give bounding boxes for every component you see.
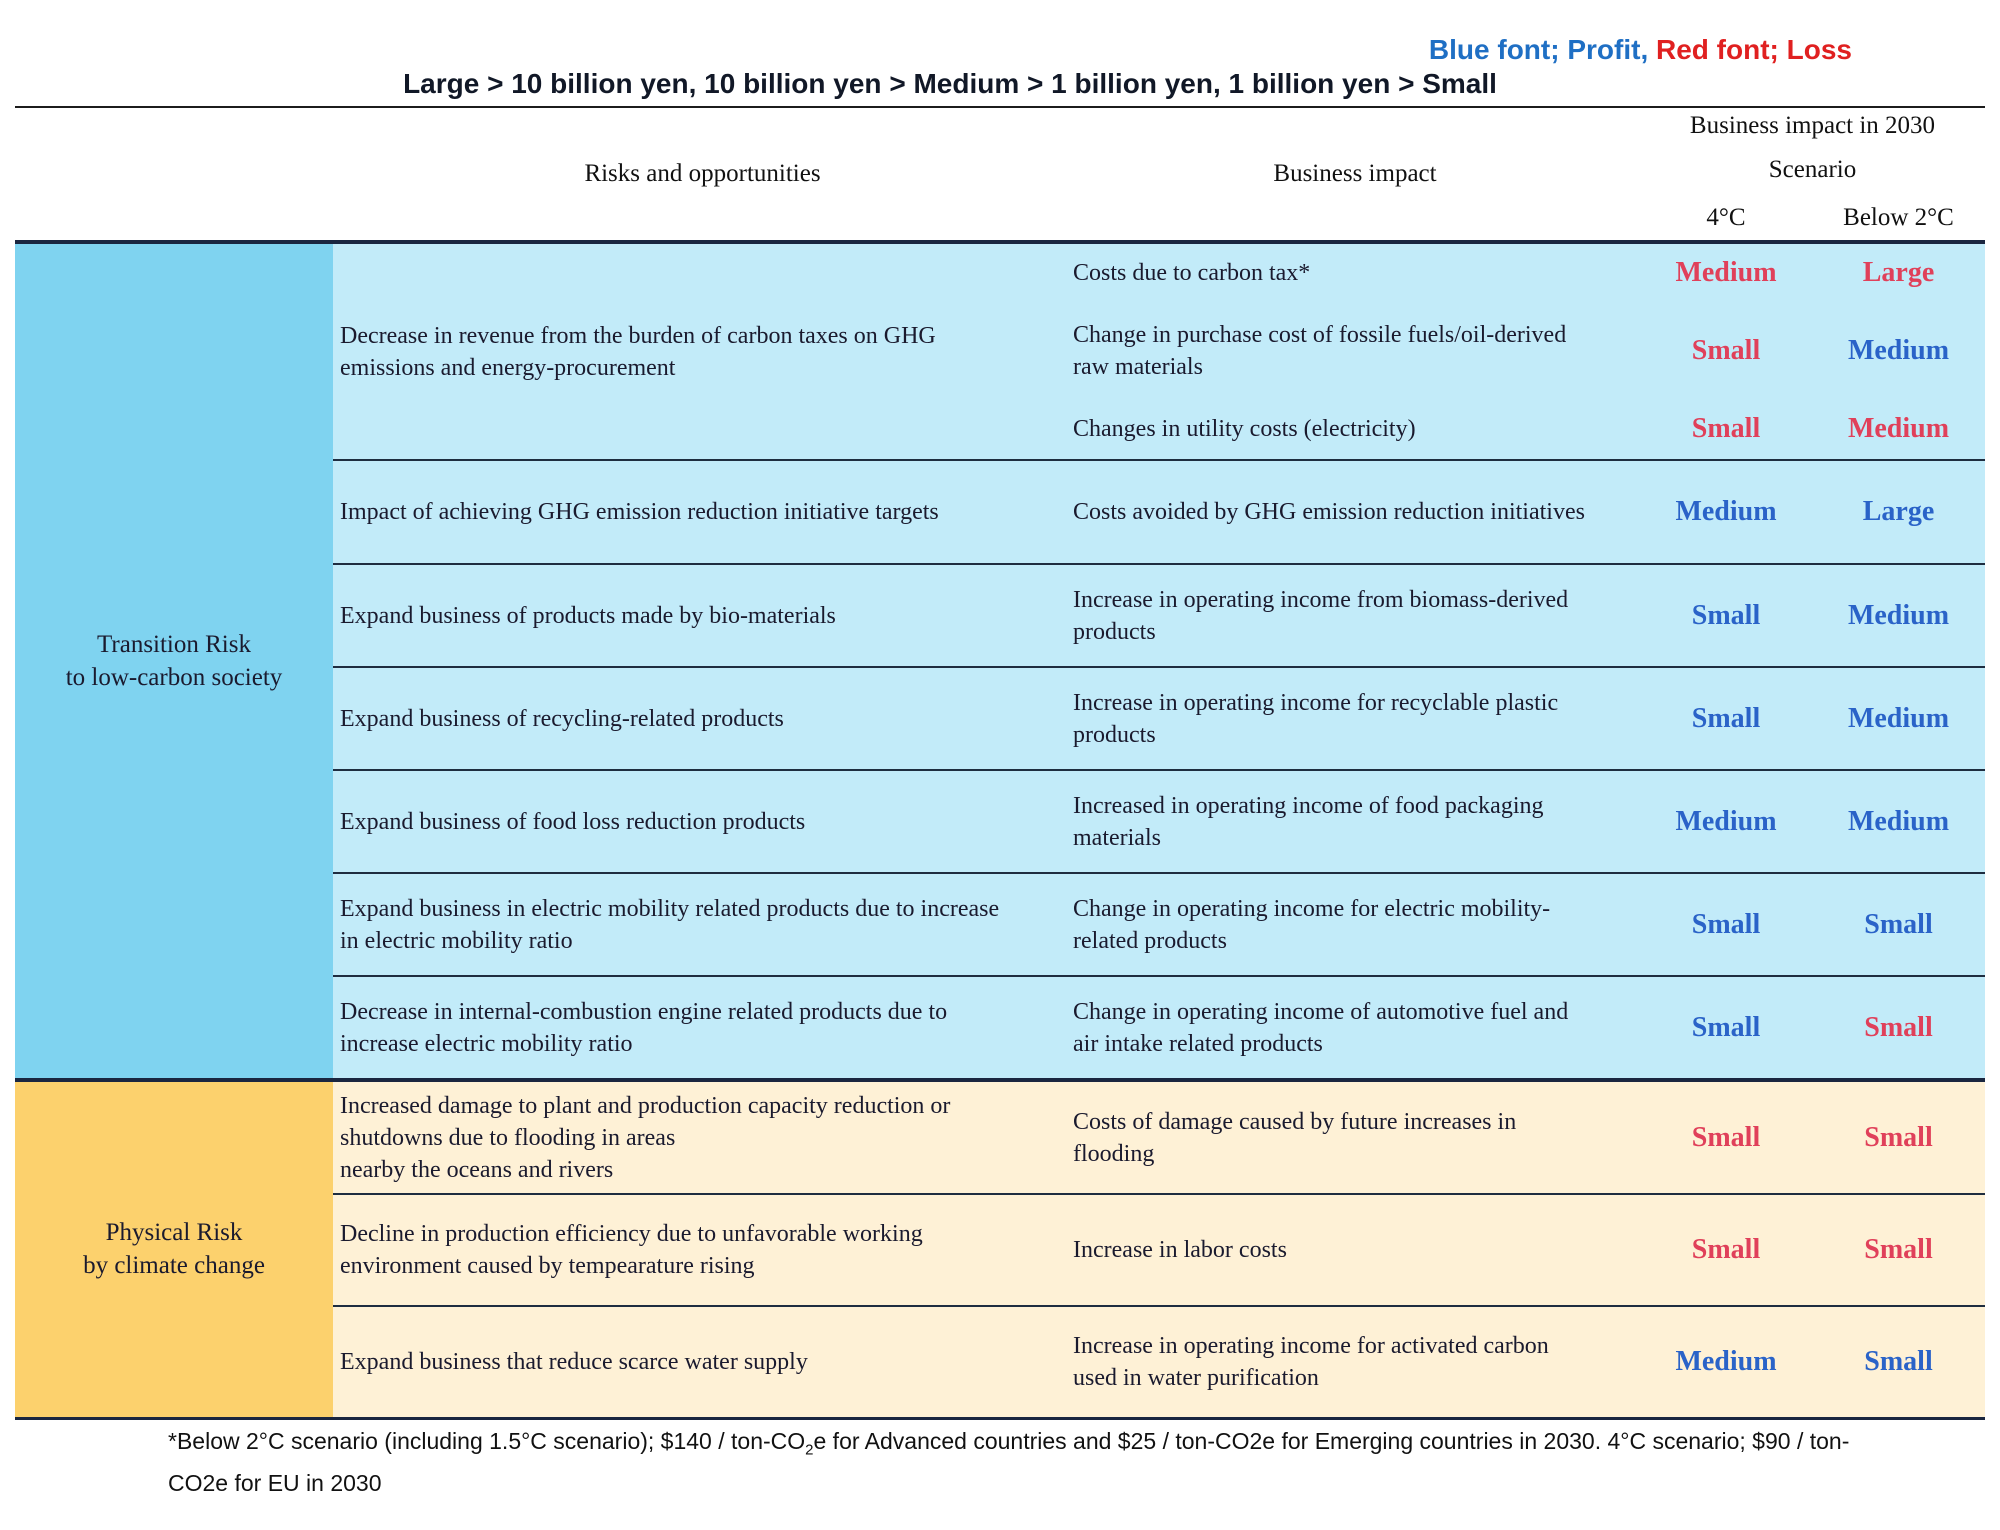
value-4c: Small (1640, 667, 1812, 770)
value-below-2c: Medium (1812, 302, 1985, 399)
value-below-2c: Large (1812, 460, 1985, 564)
impact-text: Costs of damage caused by future increases in flooding (1070, 1080, 1640, 1194)
category-physical-risk: Physical Risk by climate change (15, 1080, 333, 1418)
risk-text: Decrease in revenue from the burden of carbon taxes on GHG emissions and energy-procurement (333, 242, 1070, 460)
value-below-2c: Small (1812, 1194, 1985, 1306)
value-4c: Small (1640, 564, 1812, 667)
value-below-2c: Medium (1812, 770, 1985, 873)
value-below-2c: Small (1812, 1080, 1985, 1194)
risk-text: Impact of achieving GHG emission reduction initiative targets (333, 460, 1070, 564)
value-below-2c: Small (1812, 976, 1985, 1078)
table-row (15, 1080, 1985, 1194)
impact-text: Costs avoided by GHG emission reduction initiatives (1070, 460, 1640, 564)
risk-text: Expand business of food loss reduction products (333, 770, 1070, 873)
legend-loss: Red font; Loss (1656, 34, 1852, 65)
legend (1429, 34, 1852, 66)
scale-definition: Large > 10 billion yen, 10 billion yen > Medium > 1 billion yen, 1 billion yen > Small (403, 68, 1497, 99)
value-below-2c: Large (1812, 242, 1985, 302)
impact-text: Change in operating income of automotive fuel and air intake related products (1070, 976, 1640, 1078)
value-4c: Medium (1640, 1306, 1812, 1418)
value-4c: Medium (1640, 460, 1812, 564)
risk-text: Expand business in electric mobility related products due to increase in electric mobility ratio (333, 873, 1070, 976)
risk-table (15, 240, 1985, 1420)
value-below-2c: Medium (1812, 667, 1985, 770)
value-4c: Small (1640, 873, 1812, 976)
impact-text: Increase in operating income for activated carbon used in water purification (1070, 1306, 1640, 1418)
table-row (15, 242, 1985, 302)
header-below-2c: Below 2°C (1843, 204, 1954, 231)
header-risks: Risks and opportunities (584, 160, 821, 187)
impact-text: Changes in utility costs (electricity) (1070, 399, 1640, 460)
header-scenario: Scenario (1768, 156, 1857, 183)
legend-profit: Blue font; Profit, (1428, 34, 1649, 65)
value-4c: Medium (1640, 242, 1812, 302)
impact-text: Costs due to carbon tax* (1070, 242, 1640, 302)
risk-text: Decrease in internal-combustion engine related products due to increase electric mobility ratio (333, 976, 1070, 1078)
value-4c: Medium (1640, 770, 1812, 873)
impact-text: Change in purchase cost of fossile fuels/oil-derived raw materials (1070, 302, 1640, 399)
value-4c: Small (1640, 302, 1812, 399)
impact-text: Increase in operating income for recyclable plastic products (1070, 667, 1640, 770)
value-4c: Small (1640, 1080, 1812, 1194)
value-below-2c: Medium (1812, 564, 1985, 667)
value-below-2c: Small (1812, 873, 1985, 976)
impact-text: Increase in operating income from biomass-derived products (1070, 564, 1640, 667)
value-4c: Small (1640, 1194, 1812, 1306)
footnote: *Below 2°C scenario (including 1.5°C scenario); $140 / ton-$CO_2e$ for Advanced countries and $25 / ton-CO2e for Emerging countries in 2030. 4°C scenario; $90 / ton- CO2e for EU in 2030 (168, 1428, 1850, 1496)
impact-text: Change in operating income for electric mobility- related products (1070, 873, 1640, 976)
category-transition-risk: Transition Risk to low-carbon society (15, 242, 333, 1080)
risk-text: Expand business of products made by bio-materials (333, 564, 1070, 667)
header-business-impact: Business impact (1273, 160, 1437, 187)
risk-text: Decline in production efficiency due to unfavorable working environment caused by tempearature rising (333, 1194, 1070, 1306)
top-rule (15, 106, 1985, 108)
header-impact-2030: Business impact in 2030 (1689, 112, 1936, 139)
value-below-2c: Small (1812, 1306, 1985, 1418)
risk-text: Expand business of recycling-related products (333, 667, 1070, 770)
risk-text: Expand business that reduce scarce water supply (333, 1306, 1070, 1418)
value-below-2c: Medium (1812, 399, 1985, 460)
impact-text: Increase in labor costs (1070, 1194, 1640, 1306)
value-4c: Small (1640, 976, 1812, 1078)
value-4c: Small (1640, 399, 1812, 460)
risk-text: Increased damage to plant and production capacity reduction or shutdowns due to flooding in areas nearby the oceans and rivers (333, 1080, 1070, 1194)
impact-text: Increased in operating income of food packaging materials (1070, 770, 1640, 873)
header-4c: 4°C (1706, 204, 1746, 231)
